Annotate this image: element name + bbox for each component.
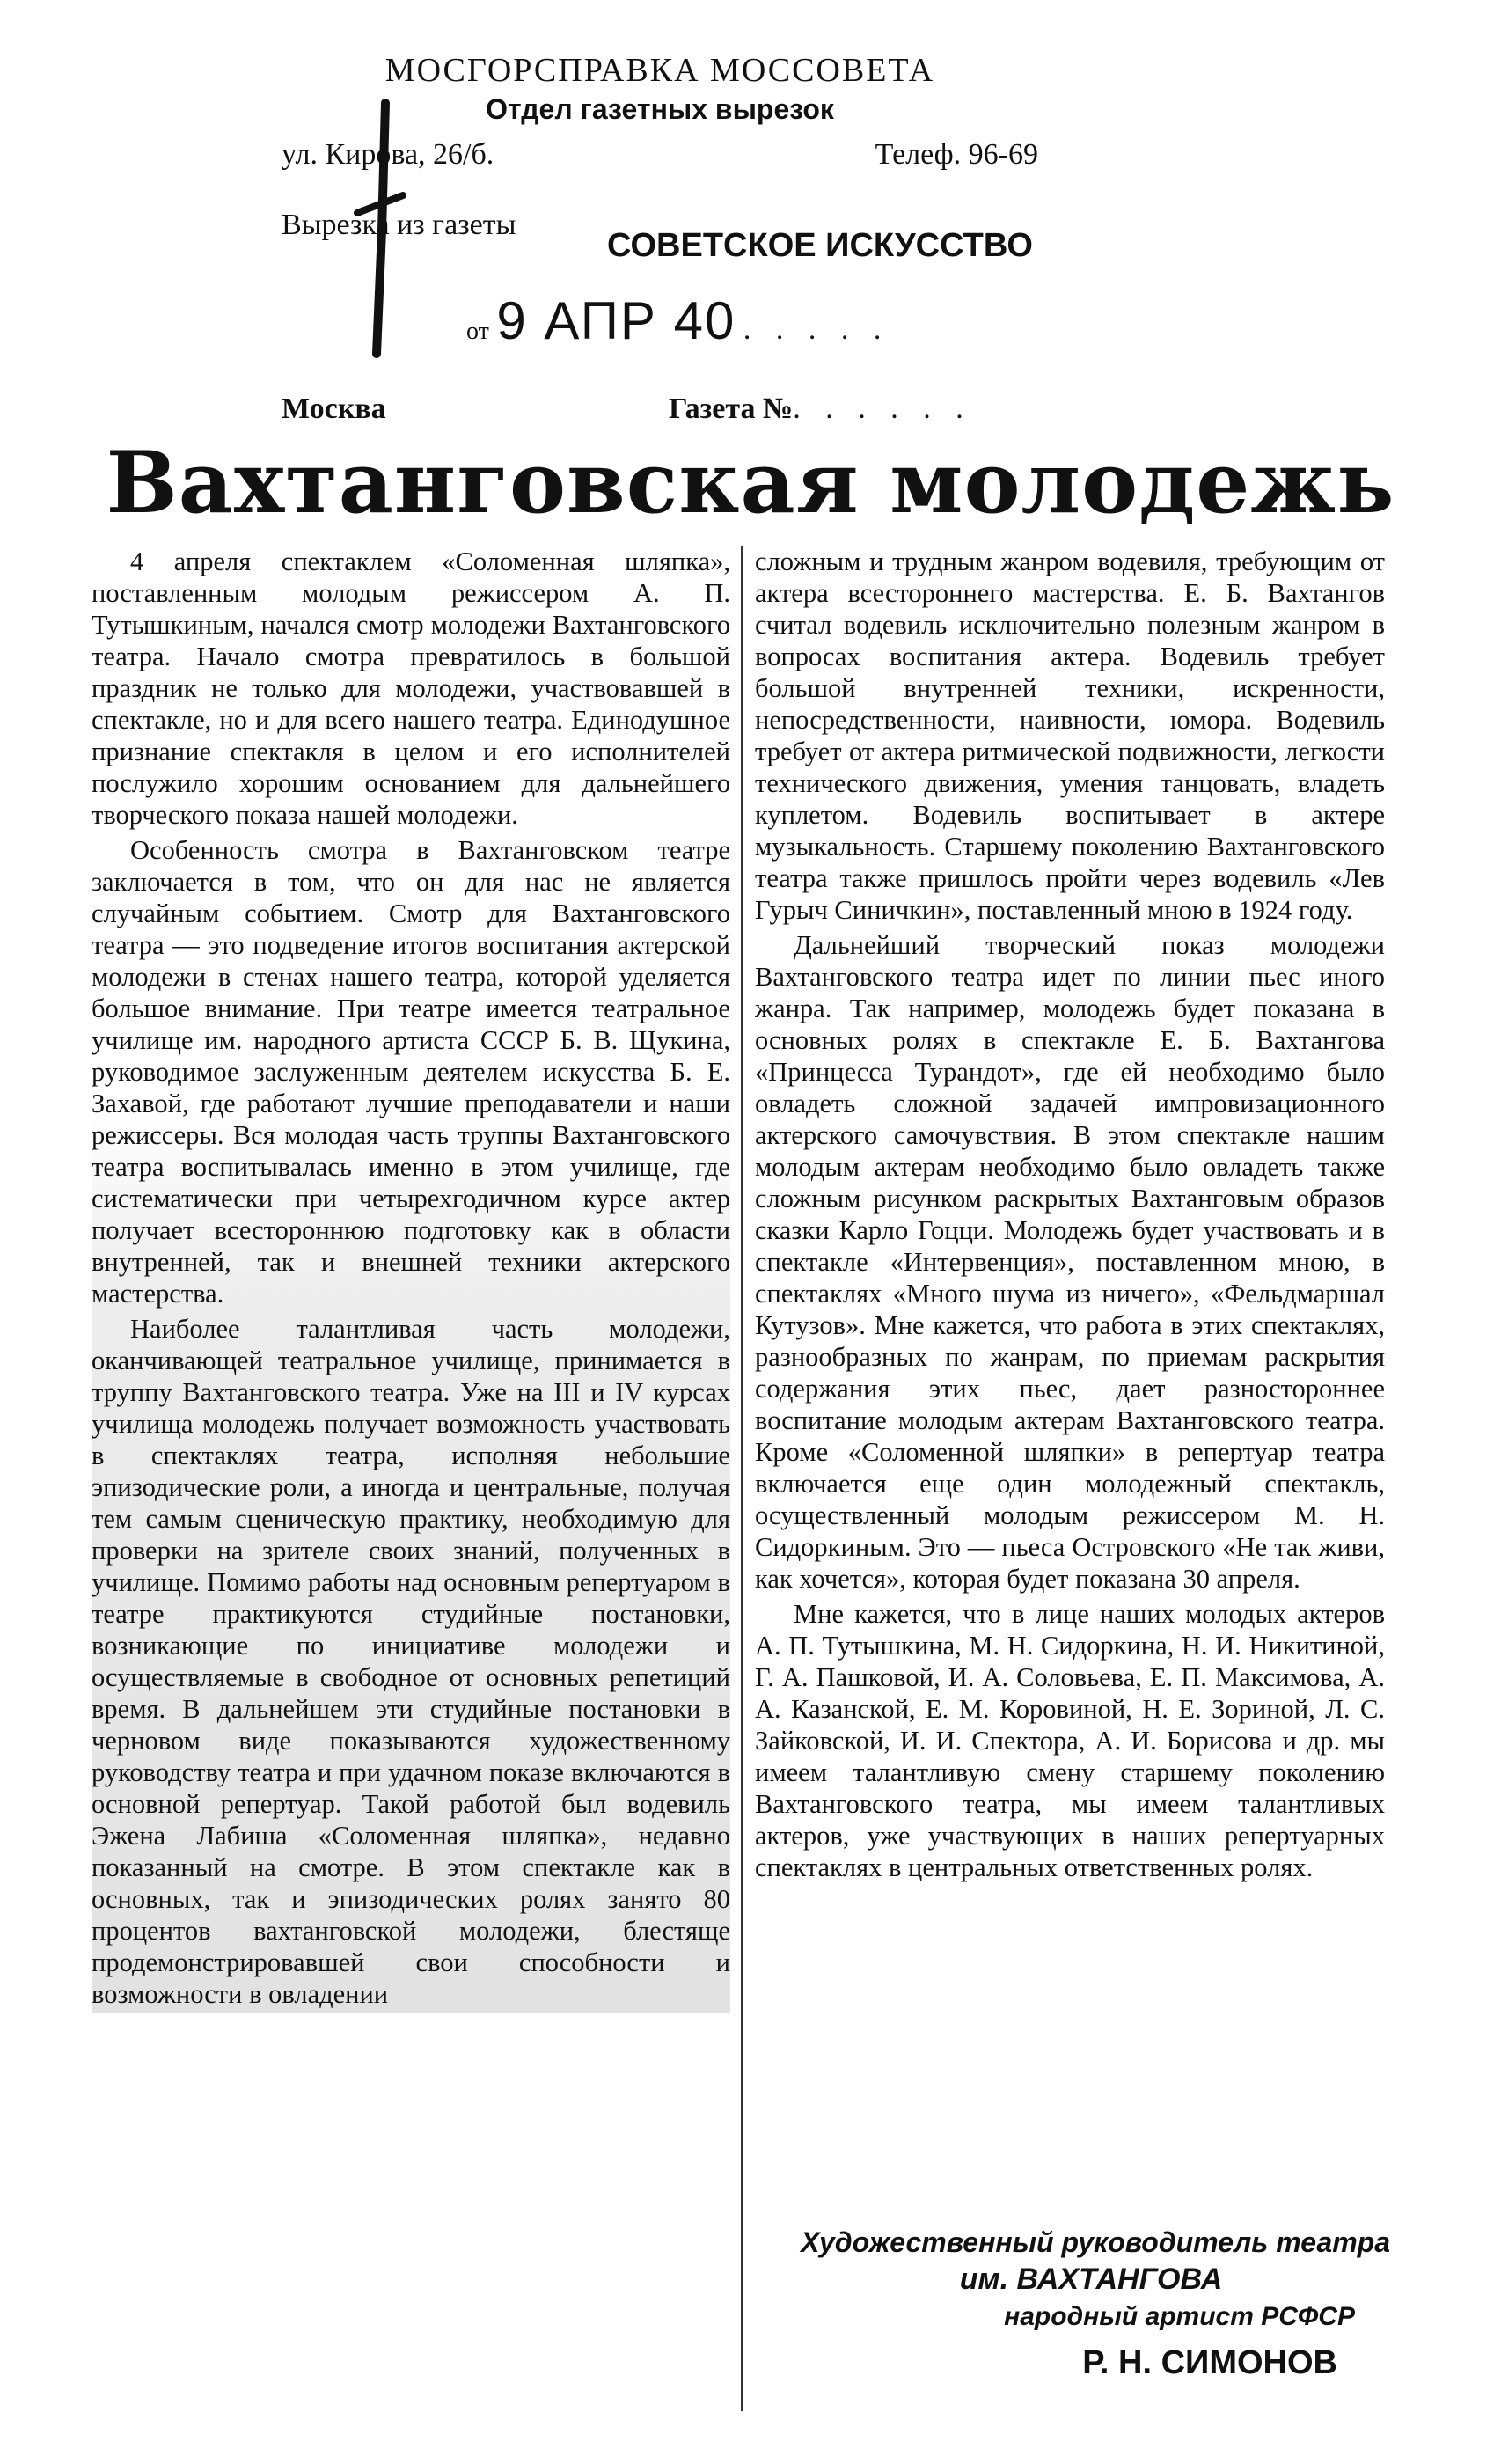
paper-number-label: Газета № (669, 392, 794, 425)
paragraph: Наиболее талантливая часть молодежи, оканчивающей театральное училище, принимается в труппу Вахтанговского театра. Уже на III и IV курсах училища молодежь получает возможность участвовать в спектаклях театра, исполняя небольшие эпизодические роли, а иногда и центральные, получая тем самым сценическую практику, необходимую для проверки на зрителе своих знаний, полученных в училище. Помимо работы над основным репертуаром в театре практикуются студийные постановки, возникающие по инициативе молодежи и осуществляемые в свободное от основных репетиций время. В дальнейшем эти студийные постановки в черновом виде показываются художественному руководству театра и при удачном показе включаются в основной репертуар. Такой работой был водевиль Эжена Лабиша «Соломенная шляпка», недавно показанный на смотре. В этом спектакле как в основных, так и эпизодических ролях занято 80 процентов вахтанговской молодежи, блестяще продемонстрировавшей свои способности и возможности в овладении (92, 1314, 730, 2009)
signature-theatre: им. ВАХТАНГОВА (959, 2262, 1223, 2296)
date-dots: . . . . . (743, 313, 890, 346)
department-name: Отдел газетных вырезок (486, 93, 834, 125)
date-row (466, 290, 890, 351)
left-column (92, 546, 730, 2013)
right-column (755, 546, 1385, 1887)
bureau-name: МОСГОРСПРАВКА МОССОВЕТА (384, 52, 935, 89)
clipping-label: Вырезка из газеты (282, 209, 516, 241)
paragraph: Дальнейший творческий показ молодежи Вахтанговского театра идет по линии пьес иного жанра. Так например, молодежь будет показана в основных ролях в спектакле Е. Б. Вахтангова «Принцесса Турандот», где ей необходимо было овладеть сложной задачей импровизационного актерского самочувствия. В этом спектакле нашим молодым актерам необходимо было овладеть также сложным рисунком раскрытых Вахтанговым образов сказки Карло Гоцци. Молодежь будет участвовать и в спектакле «Интервенция», поставленном мною, в спектаклях «Много шума из ничего», «Фельдмаршал Кутузов». Мне кажется, что работа в этих спектаклях, разнообразных по жанрам, по приемам раскрытия содержания этих пьес, дает разностороннее воспитание молодым актерам Вахтанговского театра. Кроме «Соломенной шляпки» в репертуар театра включается еще один молодежный спектакль, осуществленный молодым режиссером М. Н. Сидоркиным. Это — пьеса Островского «Не так живи, как хочется», которая будет показана 30 апреля. (755, 930, 1385, 1594)
address: ул. Кирова, 26/б. (282, 138, 494, 171)
newspaper-name: СОВЕТСКОЕ ИСКУССТВО (607, 227, 1033, 264)
date-stamp: 9 АПР 40 (496, 291, 736, 350)
paragraph: Особенность смотра в Вахтанговском театре заключается в том, что он для нас не является случайным событием. Смотр для Вахтанговского театра — это подведение итогов воспитания актерской молодежи в стенах нашего театра, которой уделяется большое внимание. При театре имеется театральное училище им. народного артиста СССР Б. В. Щукина, руководимое заслуженным деятелем искусства Б. Е. Захавой, где работают лучшие преподаватели и наши режиссеры. Вся молодая часть труппы Вахтанговского театра воспитывалась именно в этом училище, где систематически при четырехгодичном курсе актер получает всестороннюю подготовку как в области внутренней, так и внешней техники актерского мастерства. (92, 835, 730, 1309)
article-title: Вахтанговская молодежь (106, 433, 1395, 532)
paragraph: 4 апреля спектаклем «Соломенная шляпка», поставленным молодым режиссером А. П. Тутышкиным, начался смотр молодежи Вахтанговского театра. Начало смотра превратилось в большой праздник не только для молодежи, участвовавшей в спектакле, но и для всего нашего театра. Единодушное признание спектакля в целом и его исполнителей послужило хорошим основанием для дальнейшего творческого показа нашей молодежи. (92, 546, 730, 830)
signature-title: Художественный руководитель театра (801, 2226, 1390, 2258)
column-divider (741, 546, 743, 2411)
phone: Телеф. 96-69 (875, 138, 1038, 171)
date-prefix: от (466, 318, 489, 345)
handwritten-mark-icon (350, 99, 421, 363)
paragraph: сложным и трудным жанром водевиля, требующим от актера всестороннего мастерства. Е. Б. Вахтангов считал водевиль исключительно полезным жанром в вопросах воспитания актера. Водевиль требует большой внутренней техники, искренности, непосредственности, наивности, юмора. Водевиль требует от актера ритмической подвижности, легкости технического движения, умения танцовать, владеть куплетом. Водевиль воспитывает в актере музыкальность. Старшему поколению Вахтанговского театра также пришлось пройти через водевиль «Лев Гурыч Синичкин», поставленный мною в 1924 году. (755, 546, 1385, 925)
city-row (282, 392, 1038, 426)
signature-rank: народный артист РСФСР (1004, 2302, 1355, 2331)
signature-block (792, 2226, 1390, 2382)
paragraph: Мне кажется, что в лице наших молодых актеров А. П. Тутышкина, М. Н. Сидоркина, Н. И. Никитиной, Г. А. Пашковой, И. А. Соловьева, Е. П. Максимова, А. А. Казанской, Е. М. Коровиной, Н. Е. Зориной, Л. С. Зайковской, И. И. Спектора, А. И. Борисова и др. мы имеем талантливую смену старшему поколению Вахтанговского театра, мы имеем талантливых актеров, уже участвующих в наших репертуарных спектаклях в центральных ответственных ролях. (755, 1599, 1385, 1882)
paper-number-dots: . . . . . . (793, 392, 972, 425)
signature-name: Р. Н. СИМОНОВ (1082, 2344, 1337, 2381)
city: Москва (282, 392, 386, 425)
